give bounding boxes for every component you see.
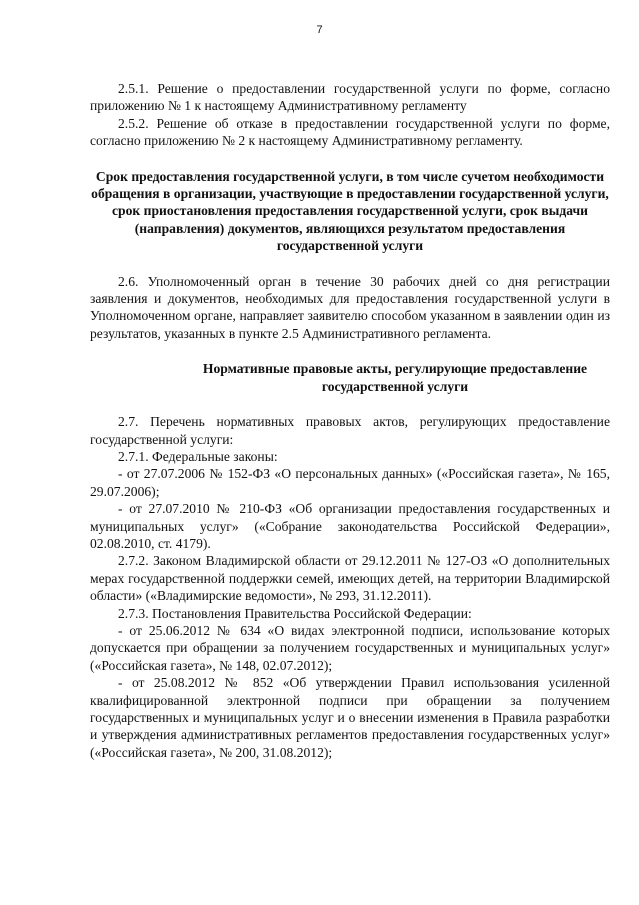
list-item-decree-852: - от 25.08.2012 № 852 «Об утверждении Правил использования усиленной квалифицированной электронной подписи при обращении за получением государственных и муниципальных услуг и о внесении изменения в Правила разработки и утверждения административных регламентов предоставления государственных услуг» («Российская газета», № 200, 31.08.2012); — [90, 675, 610, 760]
paragraph-2-7-2: 2.7.2. Законом Владимирской области от 29.12.2011 № 127-ОЗ «О дополнительных мерах государственной поддержки семей, имеющих детей, на территории Владимирской области» («Владимирские ведомости», № 293, 31.12.2011). — [90, 553, 610, 604]
paragraph-2-5-2: 2.5.2. Решение об отказе в предоставлении государственной услуги по форме, согласно приложению № 2 к настоящему Административному регламенту. — [90, 115, 610, 149]
list-item-law-152: - от 27.07.2006 № 152-ФЗ «О персональных данных» («Российская газета», № 165, 29.07.2006); — [90, 466, 610, 499]
document-body — [90, 80, 610, 761]
paragraph-2-5-1: 2.5.1. Решение о предоставлении государственной услуги по форме, согласно приложению № 1 к настоящему Административному регламенту — [90, 81, 610, 114]
paragraph-2-7-1: 2.7.1. Федеральные законы: — [118, 448, 278, 464]
section-heading-deadline: Срок предоставления государственной услуги, в том числе сучетом необходимости обращения в организации, участвующие в предоставлении государственной услуги, срок приостановления предоставления государственной услуги, срок выдачи (направления) документов, являющихся результатом предоставления государственной услуги — [91, 168, 609, 254]
section-heading-legal-acts: Нормативные правовые акты, регулирующие предоставление государственной услуги — [202, 361, 588, 394]
list-item-decree-634: - от 25.06.2012 № 634 «О видах электронной подписи, использование которых допускается при обращении за получением государственных и муниципальных услуг» («Российская газета», № 148, 02.07.2012); — [90, 622, 610, 673]
paragraph-2-7: 2.7. Перечень нормативных правовых актов, регулирующих предоставление государственной услуги: — [90, 414, 610, 447]
list-item-law-210: - от 27.07.2010 № 210-ФЗ «Об организации предоставления государственных и муниципальных услуг» («Собрание законодательства Российской Федерации», 02.08.2010, ст. 4179). — [90, 501, 610, 551]
page-number: 7 — [316, 24, 323, 36]
paragraph-2-7-3: 2.7.3. Постановления Правительства Российской Федерации: — [118, 605, 472, 621]
paragraph-2-6: 2.6. Уполномоченный орган в течение 30 рабочих дней со дня регистрации заявления и документов, необходимых для предоставления государственной услуги в Уполномоченном органе, направляет заявителю способом указанном в заявлении один из результатов, указанных в пункте 2.5 Административного регламента. — [90, 273, 610, 341]
